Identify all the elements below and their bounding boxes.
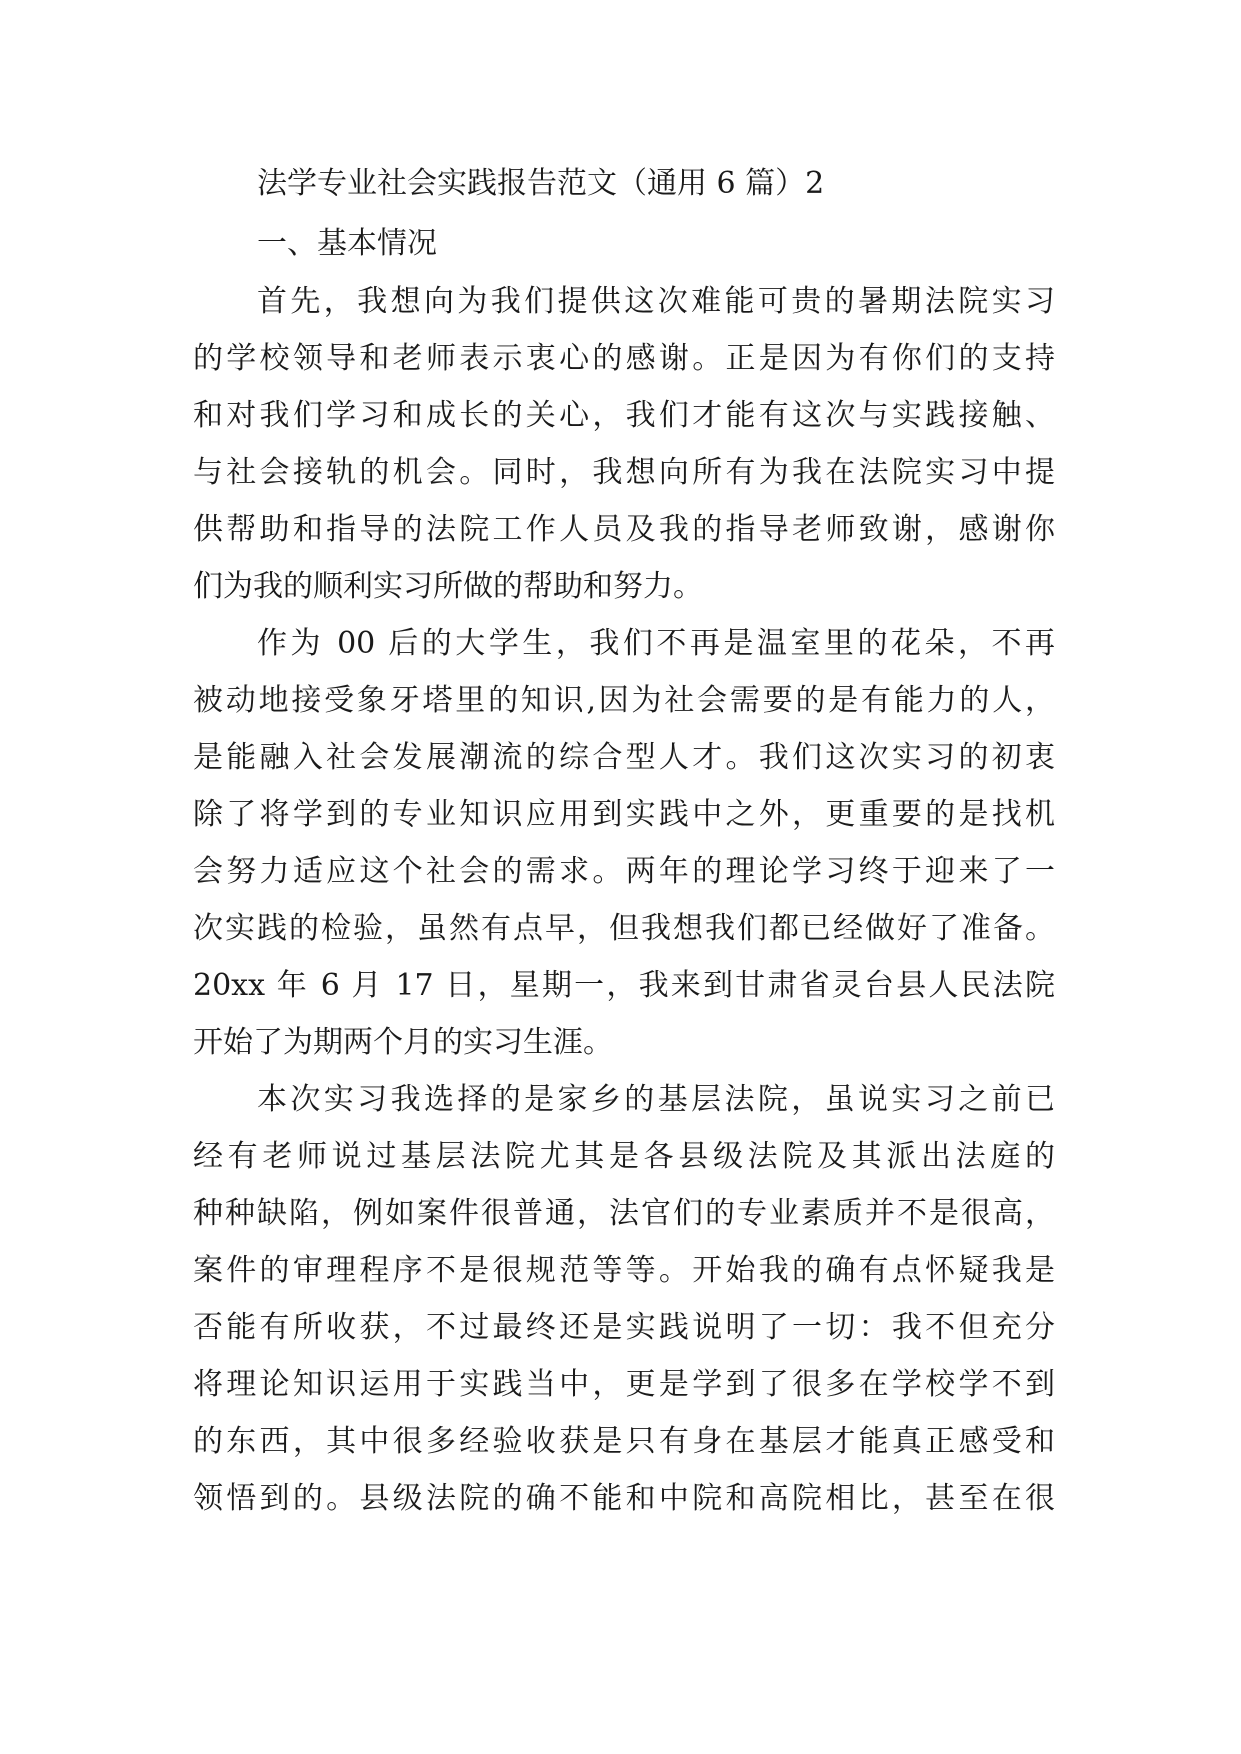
paragraph-3-line: 种种缺陷，例如案件很普通，法官们的专业素质并不是很高， — [193, 1196, 1055, 1231]
document-title: 法学专业社会实践报告范文（通用 6 篇）2 — [257, 166, 825, 201]
paragraph-1-line: 供帮助和指导的法院工作人员及我的指导老师致谢，感谢你 — [193, 512, 1055, 547]
paragraph-2-line: 除了将学到的专业知识应用到实践中之外，更重要的是找机 — [193, 797, 1055, 832]
paragraph-3-line: 经有老师说过基层法院尤其是各县级法院及其派出法庭的 — [193, 1139, 1055, 1174]
paragraph-2-line: 开始了为期两个月的实习生涯。 — [193, 1025, 613, 1060]
paragraph-2-line: 是能融入社会发展潮流的综合型人才。我们这次实习的初衷 — [193, 740, 1055, 775]
paragraph-3-line: 的东西，其中很多经验收获是只有身在基层才能真正感受和 — [193, 1424, 1055, 1459]
paragraph-1-line: 们为我的顺利实习所做的帮助和努力。 — [193, 569, 703, 604]
paragraph-3-line: 将理论知识运用于实践当中，更是学到了很多在学校学不到 — [193, 1367, 1055, 1402]
paragraph-1-line: 与社会接轨的机会。同时，我想向所有为我在法院实习中提 — [193, 455, 1055, 490]
paragraph-1-line: 和对我们学习和成长的关心，我们才能有这次与实践接触、 — [193, 398, 1055, 433]
paragraph-2-line: 次实践的检验，虽然有点早，但我想我们都已经做好了准备。 — [193, 911, 1055, 946]
paragraph-2-line: 作为 00 后的大学生，我们不再是温室里的花朵，不再 — [257, 626, 1055, 661]
paragraph-3-line: 否能有所收获，不过最终还是实践说明了一切：我不但充分 — [193, 1310, 1055, 1345]
paragraph-2-line: 会努力适应这个社会的需求。两年的理论学习终于迎来了一 — [193, 854, 1055, 889]
paragraph-3-line: 领悟到的。县级法院的确不能和中院和高院相比，甚至在很 — [193, 1481, 1055, 1516]
section-heading: 一、基本情况 — [257, 226, 437, 261]
paragraph-1-line: 的学校领导和老师表示衷心的感谢。正是因为有你们的支持 — [193, 341, 1055, 376]
paragraph-2-line: 被动地接受象牙塔里的知识,因为社会需要的是有能力的人， — [193, 683, 1055, 718]
paragraph-1-line: 首先，我想向为我们提供这次难能可贵的暑期法院实习 — [257, 284, 1055, 319]
paragraph-3-line: 案件的审理程序不是很规范等等。开始我的确有点怀疑我是 — [193, 1253, 1055, 1288]
paragraph-2-line: 20xx 年 6 月 17 日，星期一，我来到甘肃省灵台县人民法院 — [193, 968, 1055, 1003]
paragraph-3-line: 本次实习我选择的是家乡的基层法院，虽说实习之前已 — [257, 1082, 1055, 1117]
